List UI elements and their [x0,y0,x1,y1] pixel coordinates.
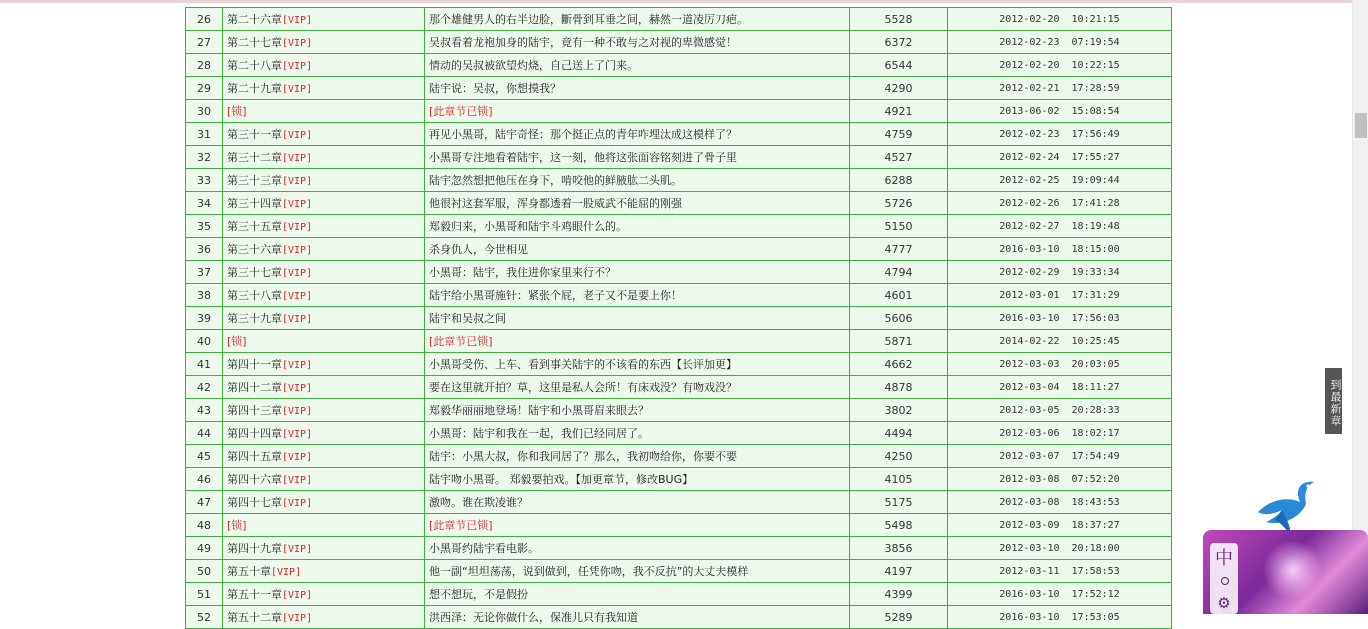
scrollbar-thumb[interactable] [1355,113,1367,138]
vip-badge: [VIP] [282,590,313,601]
word-count: 3802 [850,399,948,422]
word-count: 4878 [850,376,948,399]
update-time: 2012-03-08 07:52:20 [948,468,1172,491]
word-count: 4777 [850,238,948,261]
update-time: 2014-02-22 10:25:45 [948,330,1172,353]
chapter-link[interactable] [223,215,425,238]
chapter-link[interactable] [223,169,425,192]
chapter-link[interactable] [223,123,425,146]
update-time: 2016-03-10 17:56:03 [948,307,1172,330]
update-time: 2012-02-25 19:09:44 [948,169,1172,192]
chapter-title-link[interactable]: [此章节已锁] [425,100,850,123]
chapter-title-link[interactable]: 他一副“坦坦荡荡，说到做到，任凭你吻，我不反抗”的大丈夫模样 [425,560,850,583]
chapter-number: 52 [186,606,223,629]
word-count: 5498 [850,514,948,537]
chapter-link[interactable] [223,330,425,353]
chapter-link[interactable] [223,353,425,376]
word-count: 4105 [850,468,948,491]
chapter-number: 38 [186,284,223,307]
chapter-number: 40 [186,330,223,353]
update-time: 2012-02-21 17:28:59 [948,77,1172,100]
chapter-name: 第五十一章 [227,588,282,601]
chapter-title-link[interactable]: 激吻。谁在欺凌谁？ [425,491,850,514]
table-row [186,399,1172,422]
table-row [186,353,1172,376]
jump-to-latest-button[interactable]: 到最新章 [1325,368,1342,434]
chapter-number: 27 [186,31,223,54]
chapter-link[interactable] [223,100,425,123]
chapter-link[interactable] [223,445,425,468]
table-row [186,77,1172,100]
chapter-link[interactable] [223,422,425,445]
table-row [186,537,1172,560]
chapter-number: 46 [186,468,223,491]
chapter-number: 39 [186,307,223,330]
word-count: 4921 [850,100,948,123]
update-time: 2012-03-05 20:28:33 [948,399,1172,422]
chapter-name: 第四十四章 [227,427,282,440]
chapter-link[interactable] [223,560,425,583]
word-count: 4601 [850,284,948,307]
word-count: 5150 [850,215,948,238]
chapter-title-link[interactable]: 想不想玩，不是假扮 [425,583,850,606]
table-row [186,123,1172,146]
update-time: 2012-03-01 17:31:29 [948,284,1172,307]
vip-badge: [VIP] [271,567,302,578]
update-time: 2013-06-02 15:08:54 [948,100,1172,123]
chapter-title-link[interactable]: 小黑哥：陆宇，我住进你家里来行不？ [425,261,850,284]
table-row [186,8,1172,31]
chapter-number: 48 [186,514,223,537]
chapter-title-link[interactable]: 陆宇给小黑哥施针：紧张个屁，老子又不是要上你！ [425,284,850,307]
chapter-number: 32 [186,146,223,169]
chapter-link[interactable] [223,376,425,399]
update-time: 2012-02-20 10:21:15 [948,8,1172,31]
word-count: 5606 [850,307,948,330]
update-time: 2012-02-26 17:41:28 [948,192,1172,215]
chapter-number: 43 [186,399,223,422]
chapter-title-link[interactable]: 小黑哥约陆宇看电影。 [425,537,850,560]
update-time: 2012-02-23 17:56:49 [948,123,1172,146]
vip-badge: [VIP] [282,199,313,210]
word-count: 4290 [850,77,948,100]
vip-badge: [VIP] [282,222,313,233]
update-time: 2012-03-06 18:02:17 [948,422,1172,445]
table-row [186,54,1172,77]
chapter-link[interactable] [223,54,425,77]
top-border [0,0,1368,3]
chapter-name: 第二十六章 [227,13,282,26]
chapter-number: 41 [186,353,223,376]
chapter-link[interactable] [223,514,425,537]
chapter-number: 37 [186,261,223,284]
update-time: 2016-03-10 17:53:05 [948,606,1172,629]
chapter-title-link[interactable]: 郑毅归来，小黑哥和陆宇斗鸡眼什么的。 [425,215,850,238]
table-row [186,445,1172,468]
chapter-title-link[interactable]: 洪西泽：无论你做什么，保准儿只有我知道 [425,606,850,629]
table-row [186,560,1172,583]
chapter-number: 33 [186,169,223,192]
table-row [186,514,1172,537]
update-time: 2012-02-23 07:19:54 [948,31,1172,54]
vip-badge: [VIP] [282,314,313,325]
vip-badge: [VIP] [282,268,313,279]
table-row [186,169,1172,192]
chapter-link[interactable] [223,146,425,169]
chapter-name: 第四十一章 [227,358,282,371]
chapter-name: 第三十二章 [227,151,282,164]
chapter-table [185,7,1172,629]
word-count: 6544 [850,54,948,77]
chapter-link[interactable] [223,192,425,215]
chapter-title-link[interactable]: [此章节已锁] [425,330,850,353]
table-row [186,100,1172,123]
chapter-number: 28 [186,54,223,77]
vip-badge: [VIP] [282,153,313,164]
chapter-number: 31 [186,123,223,146]
chapter-number: 45 [186,445,223,468]
vip-badge: [VIP] [282,452,313,463]
chapter-title-link[interactable]: 要在这里就开拍？草，这里是私人会所！有床戏没？有吻戏没？ [425,376,850,399]
word-count: 4662 [850,353,948,376]
chapter-title-link[interactable]: 陆宇说：吴叔，你想摸我？ [425,77,850,100]
vip-badge: [VIP] [282,130,313,141]
vip-badge: [VIP] [282,38,313,49]
vip-badge: [VIP] [282,475,313,486]
vip-badge: [VIP] [282,429,313,440]
chapter-name: 第三十一章 [227,128,282,141]
chapter-title-link[interactable]: 再见小黑哥，陆宇奇怪：那个挺正点的青年咋埋汰成这模样了？ [425,123,850,146]
ime-skin-glow [1263,540,1323,600]
ime-punctuation-toggle[interactable] [1221,577,1229,585]
chapter-link[interactable] [223,307,425,330]
word-count: 4197 [850,560,948,583]
word-count: 4494 [850,422,948,445]
chapter-title-link[interactable]: 陆宇和吴叔之间 [425,307,850,330]
chapter-number: 50 [186,560,223,583]
vip-badge: [VIP] [282,15,313,26]
vip-badge: [VIP] [282,61,313,72]
chapter-link[interactable] [223,261,425,284]
word-count: 6372 [850,31,948,54]
chapter-name: 第四十五章 [227,450,282,463]
chapter-title-link[interactable]: 小黑哥：陆宇和我在一起，我们已经同居了。 [425,422,850,445]
update-time: 2016-03-10 17:52:12 [948,583,1172,606]
chapter-link[interactable] [223,31,425,54]
chapter-name: 第五十章 [227,565,271,578]
vertical-scrollbar[interactable] [1352,0,1368,614]
update-time: 2012-03-08 18:43:53 [948,491,1172,514]
update-time: 2012-02-29 19:33:34 [948,261,1172,284]
vip-badge: [VIP] [282,176,313,187]
chapter-title-link[interactable]: 陆宇忽然想把他压在身下，啃咬他的鲜腋肱二头肌。 [425,169,850,192]
chapter-title-link[interactable]: 情动的吴叔被欲望灼烧，自己送上了门来。 [425,54,850,77]
chapter-number: 42 [186,376,223,399]
table-row [186,422,1172,445]
word-count: 4527 [850,146,948,169]
table-row [186,146,1172,169]
chapter-name: 第三十五章 [227,220,282,233]
gear-icon[interactable]: ⚙ [1217,594,1231,612]
word-count: 5528 [850,8,948,31]
vip-badge: [VIP] [282,383,313,394]
table-row [186,307,1172,330]
chapter-name: 第三十八章 [227,289,282,302]
table-row [186,583,1172,606]
chapter-link[interactable] [223,399,425,422]
chapter-name: 第四十七章 [227,496,282,509]
word-count: 4794 [850,261,948,284]
ime-language-toggle[interactable]: 中 [1215,548,1233,569]
update-time: 2012-03-03 20:03:05 [948,353,1172,376]
table-row [186,31,1172,54]
vip-badge: [VIP] [282,406,313,417]
update-time: 2016-03-10 18:15:00 [948,238,1172,261]
chapter-title-link[interactable]: 那个雄健男人的右半边脸，斷骨到耳垂之间，赫然一道凌厉刀疤。 [425,8,850,31]
chapter-number: 29 [186,77,223,100]
table-row [186,376,1172,399]
chapter-number: 51 [186,583,223,606]
chapter-link[interactable] [223,284,425,307]
word-count: 4759 [850,123,948,146]
chapter-name: 第三十四章 [227,197,282,210]
chapter-title-link[interactable]: 陆宇：小黑大叔，你和我同居了？那么，我初吻给你，你要不要 [425,445,850,468]
update-time: 2012-03-10 20:18:00 [948,537,1172,560]
lock-badge: [锁] [227,105,247,118]
chapter-title-link[interactable]: 郑毅华丽丽地登场！陆宇和小黑哥眉来眼去？ [425,399,850,422]
update-time: 2012-02-20 10:22:15 [948,54,1172,77]
chapter-name: 第五十二章 [227,611,282,624]
chapter-link[interactable] [223,583,425,606]
update-time: 2012-03-09 18:37:27 [948,514,1172,537]
word-count: 4399 [850,583,948,606]
vip-badge: [VIP] [282,291,313,302]
update-time: 2012-02-27 18:19:48 [948,215,1172,238]
update-time: 2012-03-04 18:11:27 [948,376,1172,399]
chapter-number: 36 [186,238,223,261]
update-time: 2012-03-07 17:54:49 [948,445,1172,468]
chapter-number: 49 [186,537,223,560]
chapter-link[interactable] [223,468,425,491]
word-count: 5289 [850,606,948,629]
chapter-name: 第二十七章 [227,36,282,49]
chapter-name: 第二十八章 [227,59,282,72]
lock-badge: [锁] [227,519,247,532]
chapter-name: 第三十九章 [227,312,282,325]
chapter-number: 35 [186,215,223,238]
word-count: 5175 [850,491,948,514]
table-row [186,192,1172,215]
chapter-link[interactable] [223,77,425,100]
table-row [186,491,1172,514]
table-row [186,238,1172,261]
chapter-title-link[interactable]: [此章节已锁] [425,514,850,537]
word-count: 3856 [850,537,948,560]
table-row [186,261,1172,284]
word-count: 5871 [850,330,948,353]
chapter-name: 第四十六章 [227,473,282,486]
chapter-title-link[interactable]: 陆宇吻小黑哥。 郑毅要拍戏。【加更章节，修改BUG】 [425,468,850,491]
vip-badge: [VIP] [282,84,313,95]
word-count: 4250 [850,445,948,468]
update-time: 2012-02-24 17:55:27 [948,146,1172,169]
chapter-title-link[interactable]: 小黑哥受伤、上车、看到事关陆宇的不该看的东西【长评加更】 [425,353,850,376]
table-row [186,468,1172,491]
word-count: 6288 [850,169,948,192]
vip-badge: [VIP] [282,498,313,509]
chapter-name: 第三十七章 [227,266,282,279]
vip-badge: [VIP] [282,245,313,256]
chapter-number: 26 [186,8,223,31]
update-time: 2012-03-11 17:58:53 [948,560,1172,583]
lock-badge: [锁] [227,335,247,348]
chapter-link[interactable] [223,238,425,261]
chapter-title-link[interactable]: 杀身仇人，今世相见 [425,238,850,261]
chapter-name: 第四十三章 [227,404,282,417]
chapter-name: 第四十二章 [227,381,282,394]
chapter-link[interactable] [223,537,425,560]
vip-badge: [VIP] [282,613,313,624]
chapter-name: 第三十三章 [227,174,282,187]
vip-badge: [VIP] [282,360,313,371]
table-row [186,215,1172,238]
bird-icon [1252,478,1318,538]
chapter-number: 30 [186,100,223,123]
chapter-link[interactable] [223,491,425,514]
chapter-number: 34 [186,192,223,215]
table-row [186,606,1172,629]
chapter-title-link[interactable]: 他很衬这套军服，浑身都透着一股威武不能屈的刚强 [425,192,850,215]
chapter-link[interactable] [223,8,425,31]
chapter-title-link[interactable]: 吴叔看着龙袍加身的陆宇，竟有一种不敢与之对视的卑微感觉！ [425,31,850,54]
chapter-link[interactable] [223,606,425,629]
table-row [186,330,1172,353]
chapter-list [186,8,1172,629]
table-row [186,284,1172,307]
chapter-number: 47 [186,491,223,514]
word-count: 5726 [850,192,948,215]
vip-badge: [VIP] [282,544,313,555]
chapter-number: 44 [186,422,223,445]
chapter-name: 第二十九章 [227,82,282,95]
chapter-name: 第四十九章 [227,542,282,555]
chapter-name: 第三十六章 [227,243,282,256]
chapter-title-link[interactable]: 小黑哥专注地看着陆宇，这一刻，他将这张面容铭刻进了骨子里 [425,146,850,169]
